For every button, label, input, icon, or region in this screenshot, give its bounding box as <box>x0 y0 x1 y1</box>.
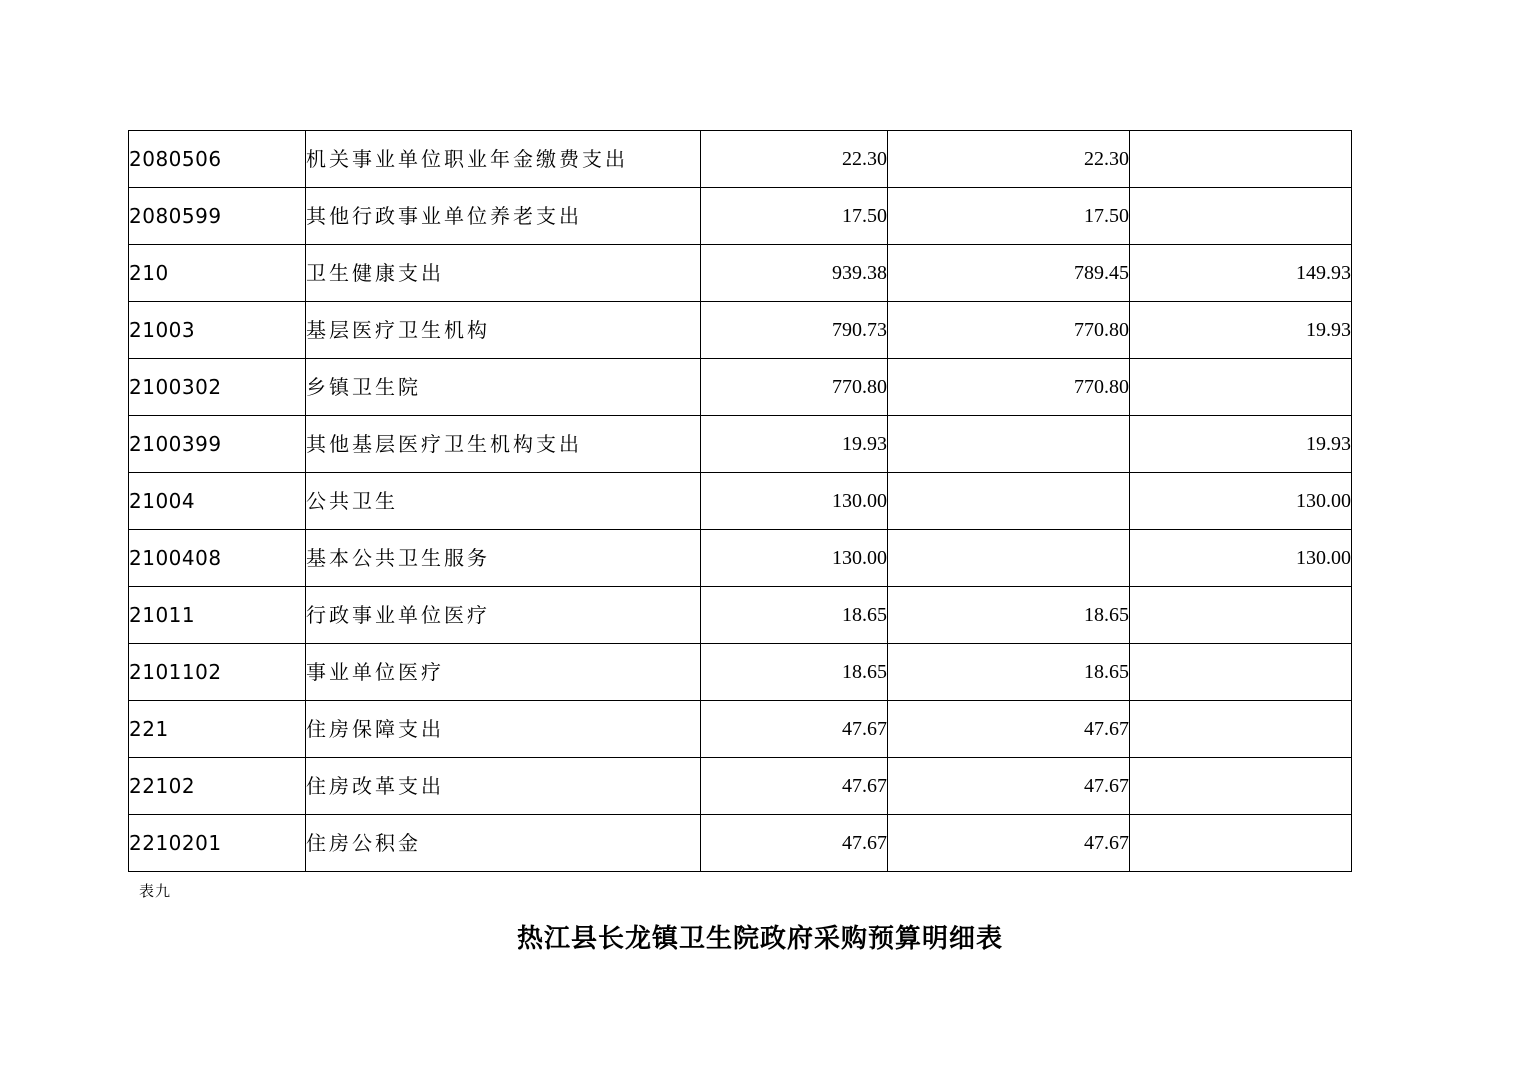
subject-name-cell: 事业单位医疗 <box>306 644 701 701</box>
table-row <box>129 644 1352 701</box>
subject-code-cell: 21004 <box>129 473 306 530</box>
subject-name-cell: 住房改革支出 <box>306 758 701 815</box>
subject-name-cell: 公共卫生 <box>306 473 701 530</box>
total-amount-cell: 18.65 <box>701 587 888 644</box>
table-row <box>129 359 1352 416</box>
total-amount-cell: 47.67 <box>701 815 888 872</box>
project-expenditure-cell <box>1130 701 1352 758</box>
table-row <box>129 416 1352 473</box>
subject-code-cell: 21003 <box>129 302 306 359</box>
next-table-title: 热江县长龙镇卫生院政府采购预算明细表 <box>516 924 1003 954</box>
total-amount-cell: 19.93 <box>701 416 888 473</box>
project-expenditure-cell <box>1130 131 1352 188</box>
table-row <box>129 758 1352 815</box>
basic-expenditure-cell: 789.45 <box>888 245 1130 302</box>
table-number-label: 表九 <box>139 882 172 900</box>
total-amount-cell: 130.00 <box>701 473 888 530</box>
total-amount-cell: 770.80 <box>701 359 888 416</box>
table-body <box>129 131 1352 872</box>
project-expenditure-cell <box>1130 815 1352 872</box>
project-expenditure-cell <box>1130 644 1352 701</box>
project-expenditure-cell <box>1130 587 1352 644</box>
subject-code-cell: 210 <box>129 245 306 302</box>
subject-name-cell: 基层医疗卫生机构 <box>306 302 701 359</box>
project-expenditure-cell <box>1130 188 1352 245</box>
subject-name-cell: 住房保障支出 <box>306 701 701 758</box>
table-row <box>129 245 1352 302</box>
table-row <box>129 188 1352 245</box>
project-expenditure-cell <box>1130 758 1352 815</box>
subject-code-cell: 2100399 <box>129 416 306 473</box>
table-row <box>129 587 1352 644</box>
basic-expenditure-cell: 47.67 <box>888 815 1130 872</box>
basic-expenditure-cell: 770.80 <box>888 302 1130 359</box>
subject-name-cell: 机关事业单位职业年金缴费支出 <box>306 131 701 188</box>
subject-name-cell: 乡镇卫生院 <box>306 359 701 416</box>
table-row <box>129 473 1352 530</box>
total-amount-cell: 47.67 <box>701 758 888 815</box>
project-expenditure-cell: 130.00 <box>1130 530 1352 587</box>
project-expenditure-cell <box>1130 359 1352 416</box>
project-expenditure-cell: 130.00 <box>1130 473 1352 530</box>
basic-expenditure-cell <box>888 416 1130 473</box>
table-row <box>129 530 1352 587</box>
subject-code-cell: 2080506 <box>129 131 306 188</box>
basic-expenditure-cell: 17.50 <box>888 188 1130 245</box>
subject-code-cell: 2080599 <box>129 188 306 245</box>
subject-code-cell: 21011 <box>129 587 306 644</box>
subject-code-cell: 221 <box>129 701 306 758</box>
subject-code-cell: 2100302 <box>129 359 306 416</box>
total-amount-cell: 47.67 <box>701 701 888 758</box>
table-row <box>129 815 1352 872</box>
table-row <box>129 701 1352 758</box>
project-expenditure-cell: 19.93 <box>1130 416 1352 473</box>
basic-expenditure-cell <box>888 473 1130 530</box>
basic-expenditure-cell: 47.67 <box>888 701 1130 758</box>
expenditure-table <box>128 130 1352 872</box>
total-amount-cell: 790.73 <box>701 302 888 359</box>
subject-name-cell: 其他基层医疗卫生机构支出 <box>306 416 701 473</box>
basic-expenditure-cell: 47.67 <box>888 758 1130 815</box>
subject-code-cell: 2101102 <box>129 644 306 701</box>
basic-expenditure-cell: 18.65 <box>888 587 1130 644</box>
subject-code-cell: 2100408 <box>129 530 306 587</box>
subject-name-cell: 行政事业单位医疗 <box>306 587 701 644</box>
subject-code-cell: 22102 <box>129 758 306 815</box>
subject-name-cell: 卫生健康支出 <box>306 245 701 302</box>
total-amount-cell: 18.65 <box>701 644 888 701</box>
subject-name-cell: 其他行政事业单位养老支出 <box>306 188 701 245</box>
basic-expenditure-cell <box>888 530 1130 587</box>
basic-expenditure-cell: 22.30 <box>888 131 1130 188</box>
subject-name-cell: 住房公积金 <box>306 815 701 872</box>
total-amount-cell: 130.00 <box>701 530 888 587</box>
total-amount-cell: 17.50 <box>701 188 888 245</box>
total-amount-cell: 939.38 <box>701 245 888 302</box>
subject-name-cell: 基本公共卫生服务 <box>306 530 701 587</box>
project-expenditure-cell: 19.93 <box>1130 302 1352 359</box>
basic-expenditure-cell: 18.65 <box>888 644 1130 701</box>
project-expenditure-cell: 149.93 <box>1130 245 1352 302</box>
next-table-title-clip <box>0 900 1520 954</box>
table-row <box>129 131 1352 188</box>
subject-code-cell: 2210201 <box>129 815 306 872</box>
basic-expenditure-cell: 770.80 <box>888 359 1130 416</box>
total-amount-cell: 22.30 <box>701 131 888 188</box>
table-row <box>129 302 1352 359</box>
